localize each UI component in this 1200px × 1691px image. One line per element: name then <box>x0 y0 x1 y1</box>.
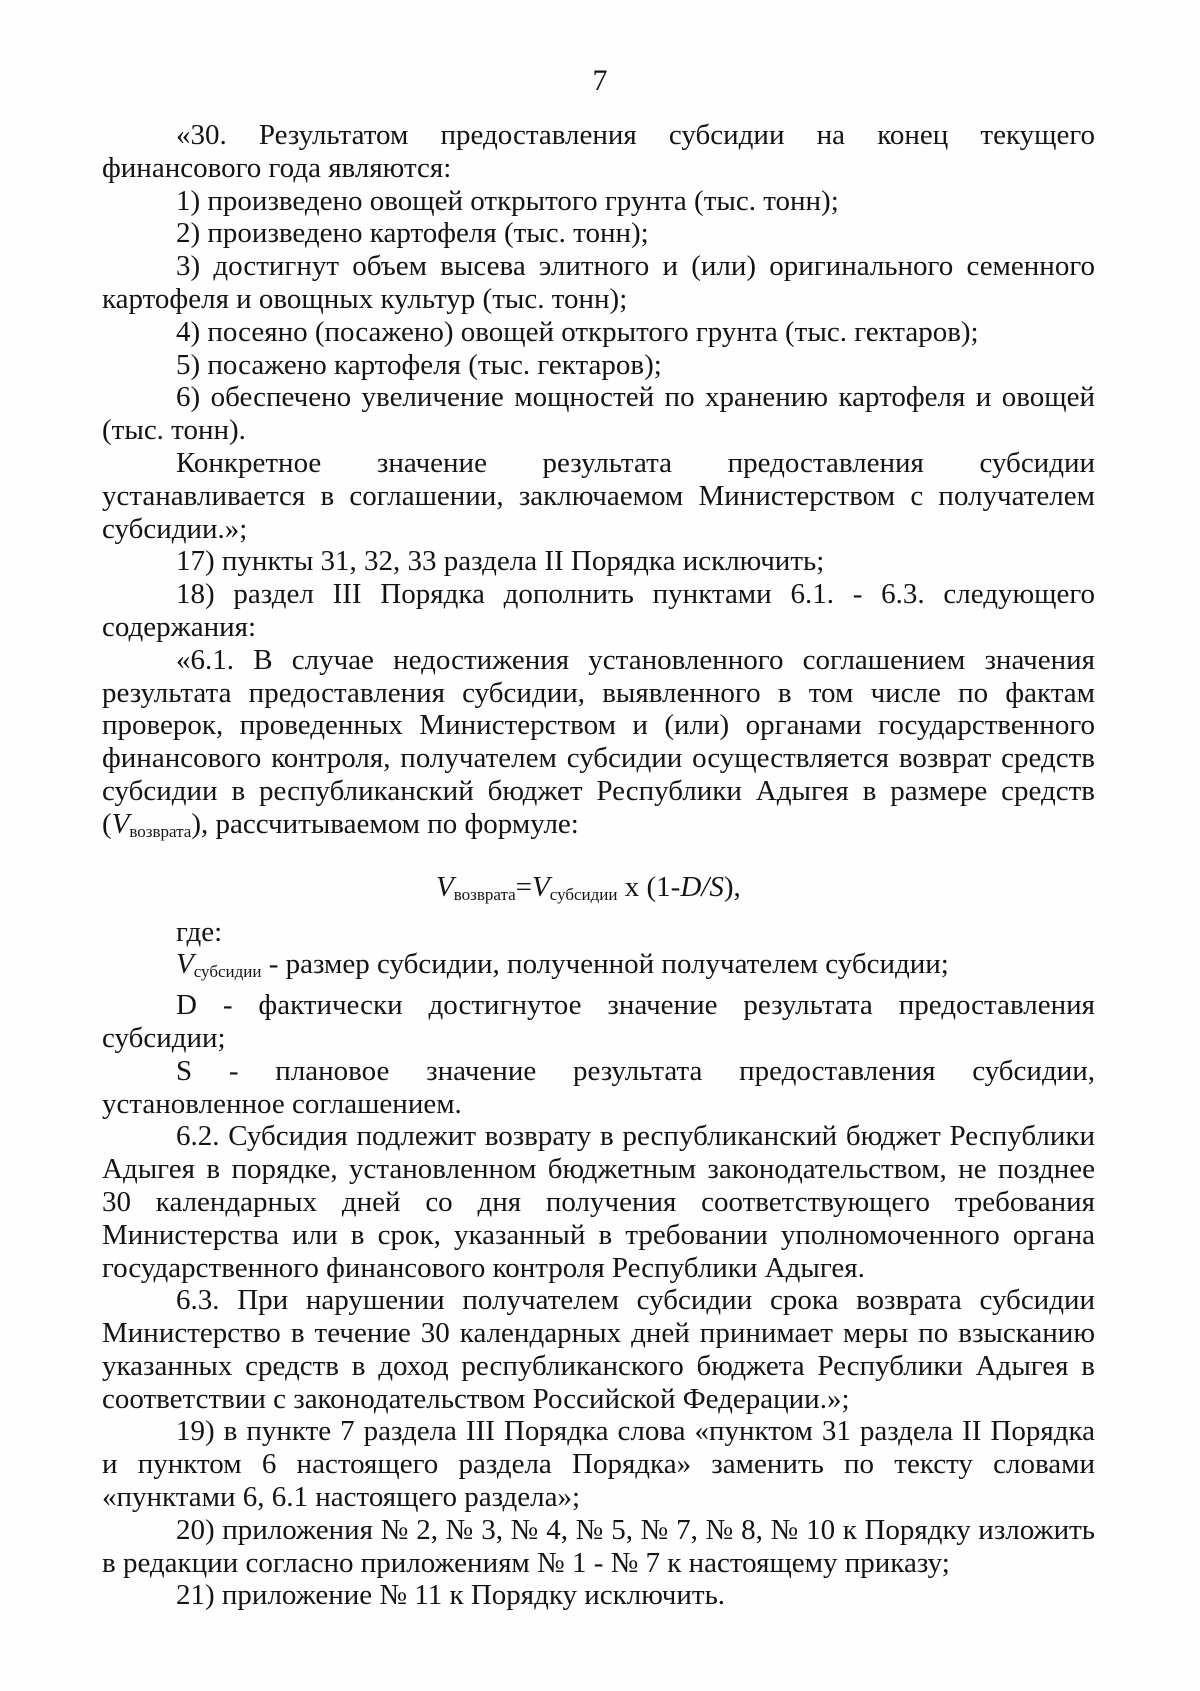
paragraph-item-17: 17) пункты 31, 32, 33 раздела II Порядка исключить; <box>176 545 825 578</box>
paragraph-specific-value: Конкретное значение результата предоставления субсидии устанавливается в соглашении, заключаемом Министерством с получателем субсидии.»; <box>102 446 1095 545</box>
paragraph-item-19: 19) в пункте 7 раздела III Порядка слова «пунктом 31 раздела II Порядка и пунктом 6 настоящего раздела Порядка» заменить по тексту словами «пунктами 6, 6.1 настоящего раздела»; <box>102 1415 1095 1514</box>
formula-equals: = <box>515 870 533 903</box>
term-subscript: субсидии <box>193 962 262 982</box>
formula-lhs-subscript: возврата <box>453 884 516 904</box>
formula-times: х (1- <box>617 870 681 903</box>
paragraph-item-18: 18) раздел III Порядка дополнить пунктами 6.1. - 6.3. следующего содержания: <box>102 578 1095 643</box>
term-symbol: S <box>176 1054 193 1087</box>
return-formula <box>102 870 1095 912</box>
term-text: - размер субсидии, полученной получателем субсидии; <box>261 948 949 981</box>
paragraph-item-6-1 <box>102 644 1095 849</box>
list-item: 4) посеяно (посажено) овощей открытого грунта (тыс. гектаров); <box>176 315 979 348</box>
list-item: 1) произведено овощей открытого грунта (тыс. тонн); <box>176 184 839 217</box>
v-return-symbol: V <box>111 807 130 840</box>
paragraph-item-30: «30. Результатом предоставления субсидии на конец текущего финансового года являются: <box>102 119 1095 184</box>
formula-rhs-subscript: субсидии <box>549 884 618 904</box>
formula-lhs-symbol: V <box>436 870 454 903</box>
paragraph-6-1-open: ( <box>102 807 112 840</box>
where-label: где: <box>176 915 223 948</box>
paragraph-6-1-tail: ), рассчитываемом по формуле: <box>191 807 579 840</box>
formula-ratio: D/S <box>680 870 724 903</box>
term-s <box>102 1055 1095 1121</box>
page-number: 7 <box>592 64 608 97</box>
paragraph-6-3: 6.3. При нарушении получателем субсидии срока возврата субсидии Министерство в течение 30 календарных дней принимает меры по взысканию указанных средств в доход республиканского бюджета Республики Адыгея в соответствии с законодательством Российской Федерации.»; <box>102 1284 1095 1415</box>
v-return-subscript: возврата <box>129 821 192 841</box>
paragraph-6-1-text: «6.1. В случае недостижения установленного соглашением значения результата предоставления субсидии, выявленного в том числе по фактам проверок, проведенных Министерством и (или) органами государственного финансового контроля, получателем субсидии осуществляется возврат средств субсидии в республиканский бюджет Республики Адыгея в размере средств <box>102 643 1095 807</box>
list-item: 2) произведено картофеля (тыс. тонн); <box>176 217 649 250</box>
paragraph-6-2: 6.2. Субсидия подлежит возврату в республиканский бюджет Республики Адыгея в порядке, установленном бюджетным законодательством, не позднее 30 календарных дней со дня получения соответствующего требования Министерства или в срок, указанный в требовании уполномоченного органа государственного финансового контроля Республики Адыгея. <box>102 1120 1095 1284</box>
paragraph-item-20: 20) приложения № 2, № 3, № 4, № 5, № 7, № 8, № 10 к Порядку изложить в редакции согласно приложениям № 1 - № 7 к настоящему приказу; <box>102 1513 1095 1579</box>
list-item: 5) посажено картофеля (тыс. гектаров); <box>176 348 662 381</box>
term-symbol: D <box>176 989 197 1022</box>
term-d <box>102 989 1095 1055</box>
document-body <box>102 119 1095 1612</box>
formula-close: ), <box>723 870 741 903</box>
term-v-subsidy <box>102 948 1095 989</box>
term-symbol: V <box>176 948 194 981</box>
term-text: - плановое значение результата предоставления субсидии, установленное соглашением. <box>102 1054 1095 1120</box>
list-item: 3) достигнут объем высева элитного и (или) оригинального семенного картофеля и овощных культур (тыс. тонн); <box>102 250 1095 315</box>
term-text: - фактически достигнутое значение результата предоставления субсидии; <box>102 989 1095 1054</box>
formula-rhs-symbol: V <box>532 870 550 903</box>
list-item: 6) обеспечено увеличение мощностей по хранению картофеля и овощей (тыс. тонн). <box>102 381 1095 447</box>
paragraph-item-21: 21) приложение № 11 к Порядку исключить. <box>176 1579 726 1612</box>
